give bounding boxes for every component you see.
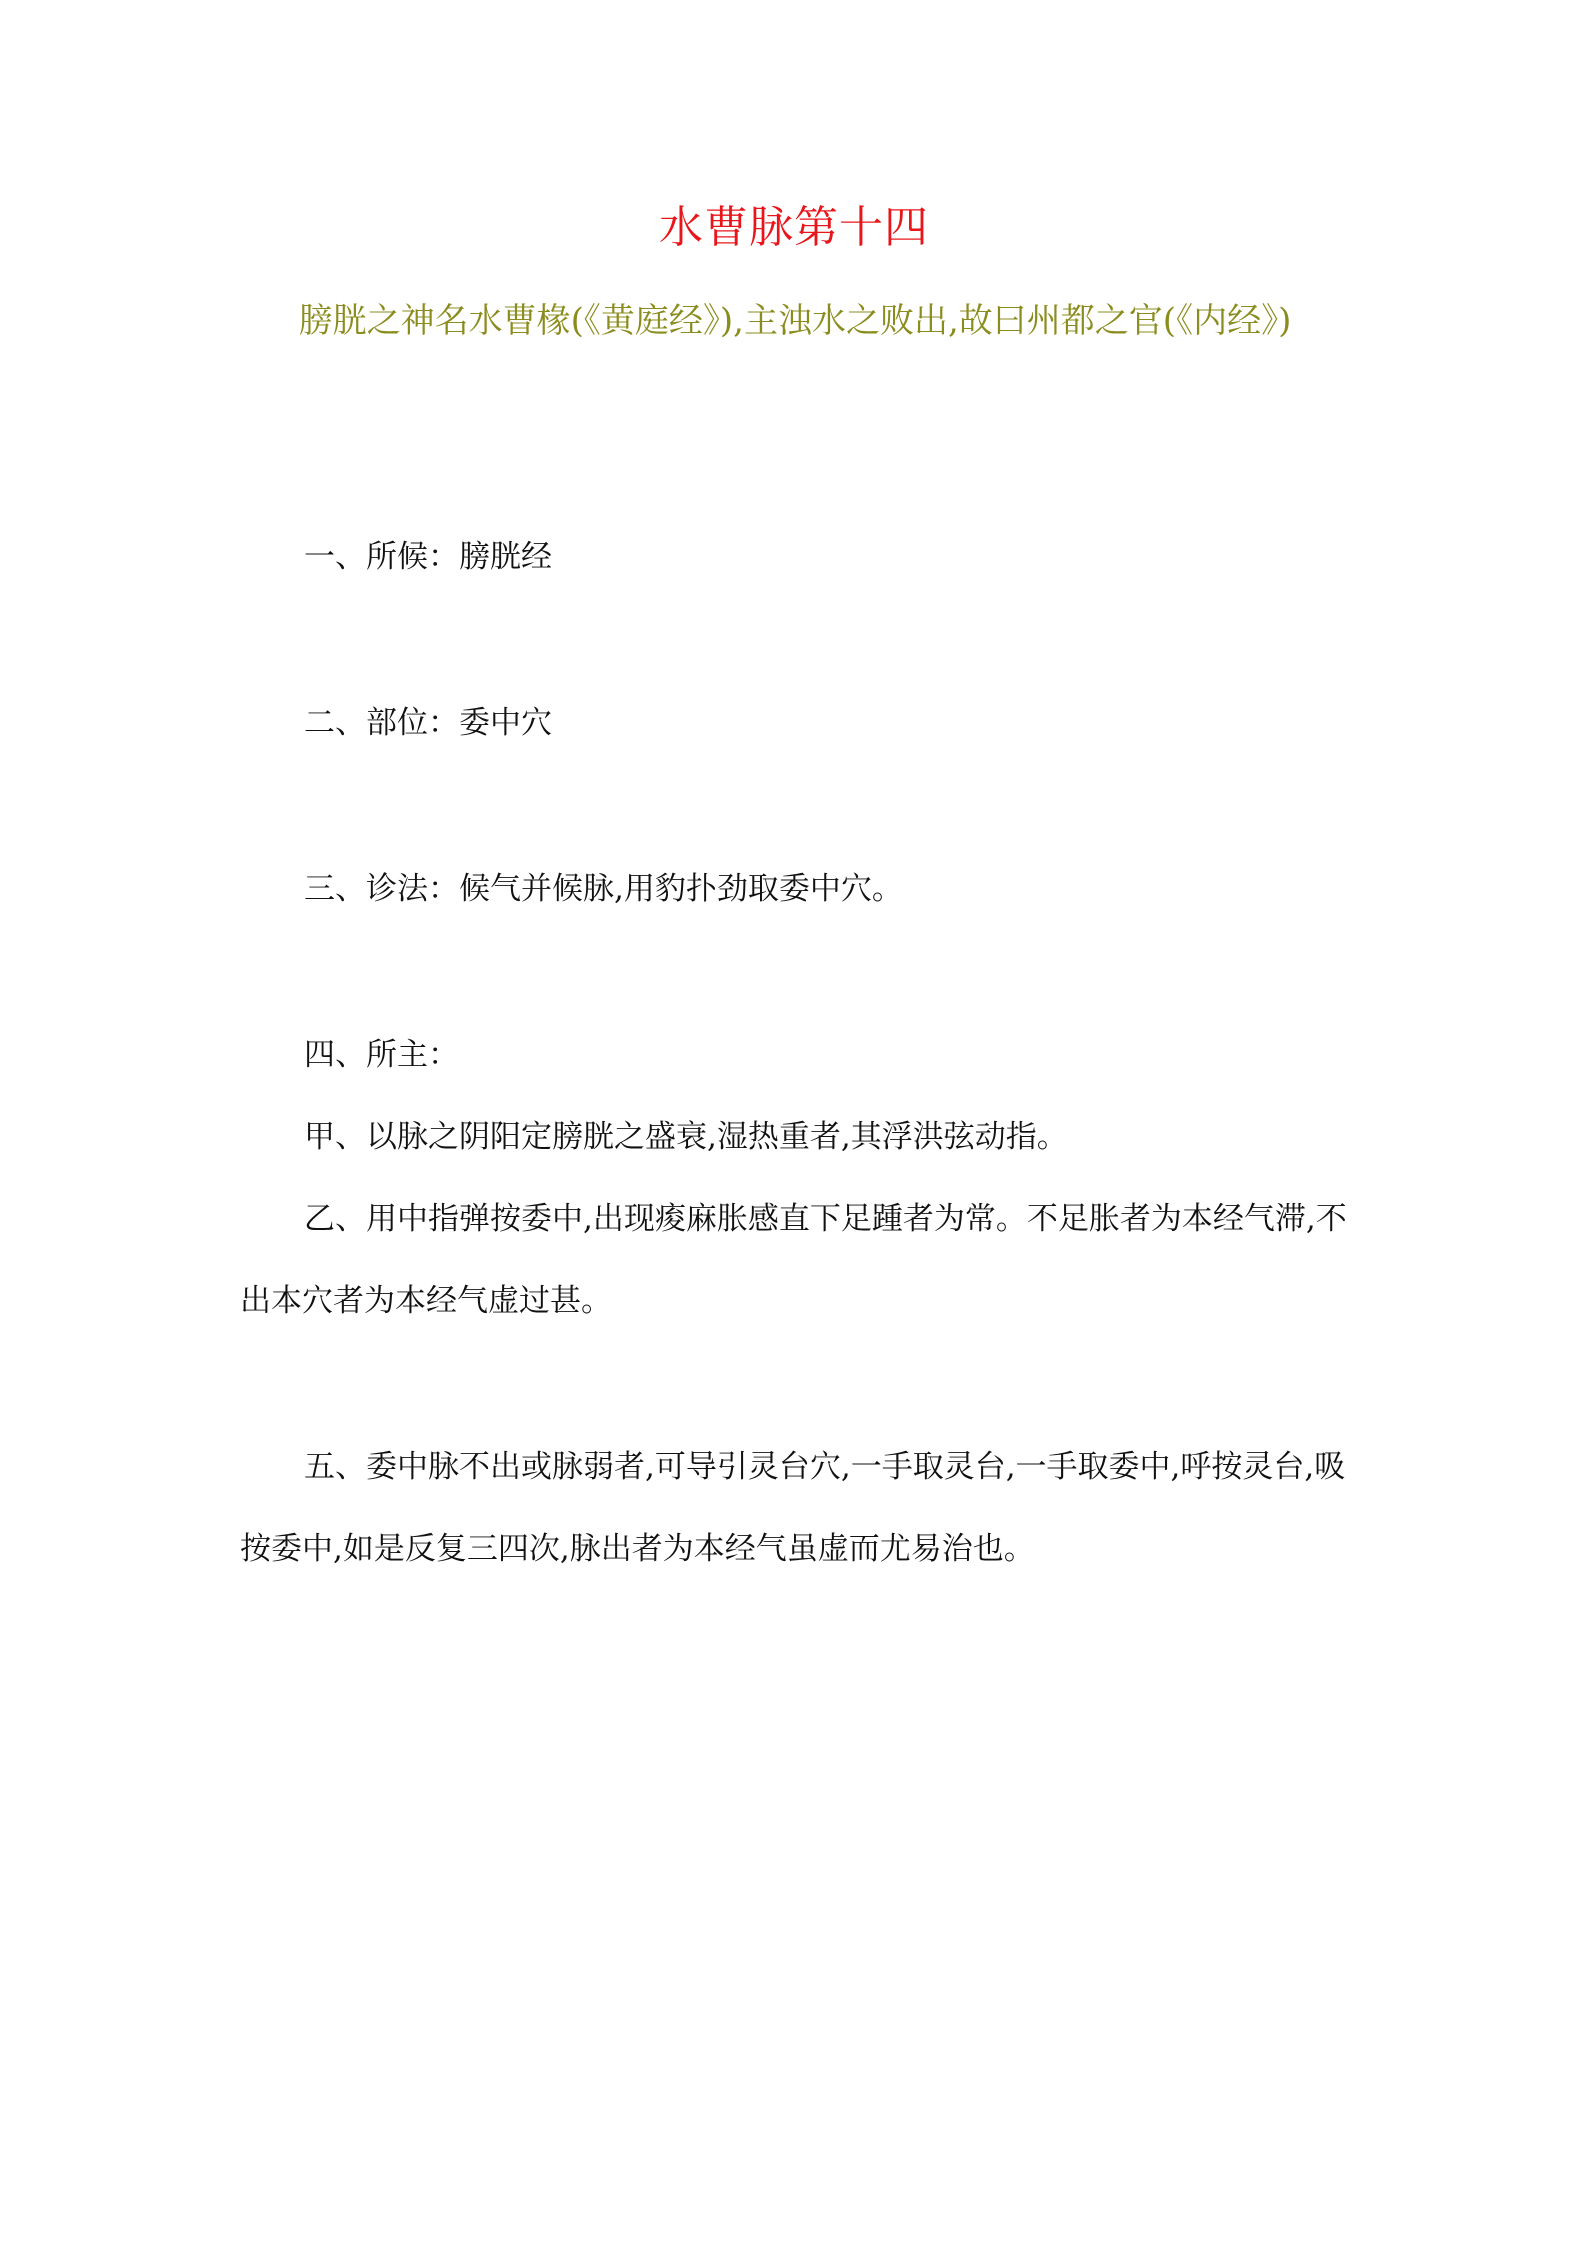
page-subtitle: 膀胱之神名水曹椽(《黄庭经》),主浊水之败出,故曰州都之官(《内经》) (298, 301, 1292, 341)
section-4-heading: 四、所主： (304, 1037, 459, 1073)
section-4a-paragraph: 甲、以脉之阴阳定膀胱之盛衰,湿热重者,其浮洪弦动指。 (304, 1119, 1068, 1155)
section-3-paragraph: 三、诊法：候气并候脉,用豹扑劲取委中穴。 (304, 871, 903, 907)
page-title: 水曹脉第十四 (659, 202, 929, 253)
section-5-paragraph: 五、委中脉不出或脉弱者,可导引灵台穴,一手取灵台,一手取委中,呼按灵台,吸按委中,如是反复三四次,脉出者为本经气虽虚而尤易治也。 (240, 1449, 1346, 1567)
section-4b-paragraph: 乙、用中指弹按委中,出现痠麻胀感直下足踵者为常。不足胀者为本经气滞,不出本穴者为本经气虚过甚。 (240, 1201, 1347, 1319)
section-2-paragraph: 二、部位：委中穴 (304, 705, 552, 741)
section-1-paragraph: 一、所候：膀胱经 (304, 539, 552, 575)
